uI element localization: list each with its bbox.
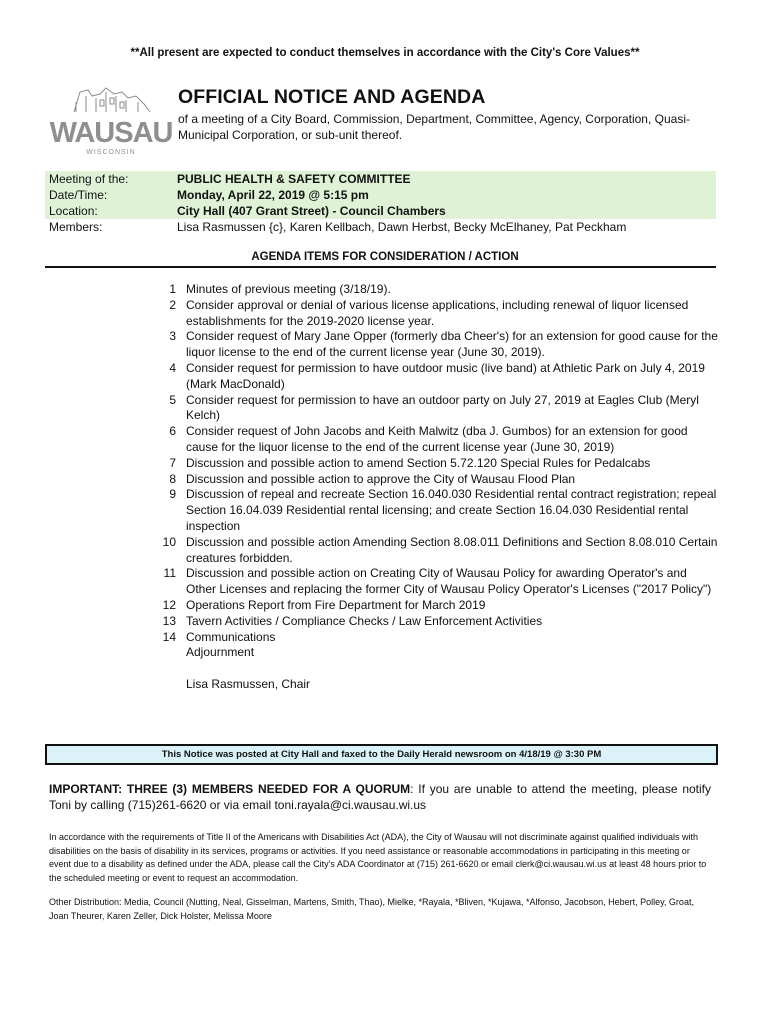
agenda-item-text: Discussion and possible action on Creating City of Wausau Policy for awarding Operator's and Other Licenses and replacing the former City of Wausau Policy Operator's Licenses ("2017 Policy") (186, 566, 712, 597)
agenda-item-text: Consider request of Mary Jane Opper (formerly dba Cheer's) for an extension for good cause for the liquor license to the end of the current license year (June 30, 2019). (186, 329, 718, 360)
agenda-item-text: Discussion of repeal and recreate Section 16.040.030 Residential rental contract registration; repeal Section 16.04.039 Residential rental licensing; and create Section 16.04.030 Residential rental inspection (186, 487, 717, 533)
agenda-item-number: 4 (169, 360, 176, 375)
agenda-item (150, 329, 720, 361)
agenda-item-text: Communications (186, 629, 276, 644)
wausau-logo (49, 82, 173, 162)
agenda-item-text: Consider request for permission to have outdoor music (live band) at Athletic Park on July 4, 2019 (Mark MacDonald) (186, 360, 705, 391)
agenda-item-number: 1 (169, 282, 176, 296)
agenda-item (150, 566, 720, 598)
core-values-banner: **All present are expected to conduct themselves in accordance with the City's Core Values** (130, 47, 640, 59)
quorum-notice (49, 781, 711, 813)
chair-signature: Lisa Rasmussen, Chair (186, 677, 311, 692)
agenda-item-text: Consider request for permission to have an outdoor party on July 27, 2019 at Eagles Club (Meryl Kelch) (186, 392, 699, 423)
meeting-label: Meeting of the: (49, 172, 129, 186)
members-label: Members: (49, 220, 103, 234)
agenda-item (150, 487, 720, 534)
agenda-item (150, 598, 720, 614)
agenda-item-number: 8 (169, 471, 176, 486)
agenda-item-number: 9 (169, 487, 176, 502)
agenda-item-text: Consider approval or denial of various license applications, including renewal of liquor licensed establishments for the 2019-2020 license year. (186, 297, 689, 328)
agenda-item-text: Minutes of previous meeting (3/18/19). (186, 282, 391, 296)
agenda-item-text: Discussion and possible action to amend Section 5.72.120 Special Rules for Pedalcabs (186, 455, 651, 470)
agenda-item-number: 3 (169, 329, 176, 344)
adjournment: Adjournment (186, 645, 255, 660)
quorum-text: : If you are unable to attend the meeting, please notify Toni by calling (715)261-6620 or via email toni.rayala@ci.wausau.wi.us (49, 782, 711, 812)
agenda-item (150, 282, 720, 298)
datetime-value: Monday, April 22, 2019 @ 5:15 pm (177, 188, 369, 202)
agenda-item-text: Discussion and possible action Amending Section 8.08.011 Definitions and Section 8.08.010 Certain creatures forbidden. (186, 534, 718, 565)
logo-wordmark: WAUSAU (49, 117, 173, 149)
agenda-item (150, 614, 720, 630)
posted-notice: This Notice was posted at City Hall and faxed to the Daily Herald newsroom on 4/18/19 @ 3:30 PM (45, 744, 718, 765)
agenda-item-number: 10 (162, 534, 176, 549)
location-value: City Hall (407 Grant Street) - Council Chambers (177, 204, 446, 218)
page-title: OFFICIAL NOTICE AND AGENDA (178, 86, 486, 108)
agenda-item-text: Tavern Activities / Compliance Checks / Law Enforcement Activities (186, 613, 543, 628)
agenda-item-number: 11 (163, 566, 176, 581)
agenda-list (150, 282, 720, 693)
agenda-item-number: 5 (169, 392, 176, 407)
agenda-item (150, 424, 720, 456)
agenda-item-text: Operations Report from Fire Department for March 2019 (186, 597, 486, 612)
ada-statement: In accordance with the requirements of Title II of the Americans with Disabilities Act (ADA), the City of Wausau will not discriminate against qualified individuals with disabilities on the basis of disability in its services, programs or activities. If you need assistance or reasonable accommodations in participating in this meeting or event due to a disability as defined under the ADA, please call the City's ADA Coordinator at (715) 261-6620 or email clerk@ci.wausau.wi.us at least 48 hours prior to the scheduled meeting or event to request an accommodation. (49, 832, 707, 883)
agenda-item-number: 6 (169, 424, 176, 439)
agenda-heading: AGENDA ITEMS FOR CONSIDERATION / ACTION (251, 251, 519, 263)
agenda-item-number: 14 (162, 629, 176, 644)
meeting-value: PUBLIC HEALTH & SAFETY COMMITTEE (177, 172, 411, 186)
agenda-item-number: 12 (162, 597, 176, 612)
agenda-item (150, 472, 720, 488)
agenda-item (150, 630, 720, 646)
members-value: Lisa Rasmussen {c}, Karen Kellbach, Dawn Herbst, Becky McElhaney, Pat Peckham (177, 220, 627, 234)
agenda-item (150, 393, 720, 425)
heading-rule (45, 266, 716, 268)
agenda-item (150, 361, 720, 393)
agenda-item (150, 535, 720, 567)
quorum-heading: IMPORTANT: THREE (3) MEMBERS NEEDED FOR A QUORUM (49, 782, 411, 796)
agenda-item (150, 456, 720, 472)
location-label: Location: (49, 204, 98, 218)
logo-subtext: WISCONSIN (86, 149, 136, 156)
agenda-item-number: 2 (169, 297, 176, 312)
distribution-list: Other Distribution: Media, Council (Nutting, Neal, Gisselman, Martens, Smith, Thao), Mielke, *Rayala, *Bliven, *Kujawa, *Alfonso, Jacobson, Hebert, Polley, Groat, Joan Theurer, Karen Zeller, Dick Holster, Melissa Moore (49, 897, 694, 921)
agenda-item-text: Consider request of John Jacobs and Keith Malwitz (dba J. Gumbos) for an extension for good cause for the liquor license to the end of the current license year (June 30, 2019) (186, 424, 688, 454)
agenda-item (150, 298, 720, 330)
page-subtitle: of a meeting of a City Board, Commission, Department, Committee, Agency, Corporation, Quasi-Municipal Corporation, or sub-unit thereof. (178, 112, 690, 142)
agenda-item-number: 13 (162, 613, 176, 628)
agenda-item-number: 7 (169, 455, 176, 470)
agenda-item-text: Discussion and possible action to approve the City of Wausau Flood Plan (186, 471, 576, 486)
datetime-label: Date/Time: (49, 188, 108, 202)
